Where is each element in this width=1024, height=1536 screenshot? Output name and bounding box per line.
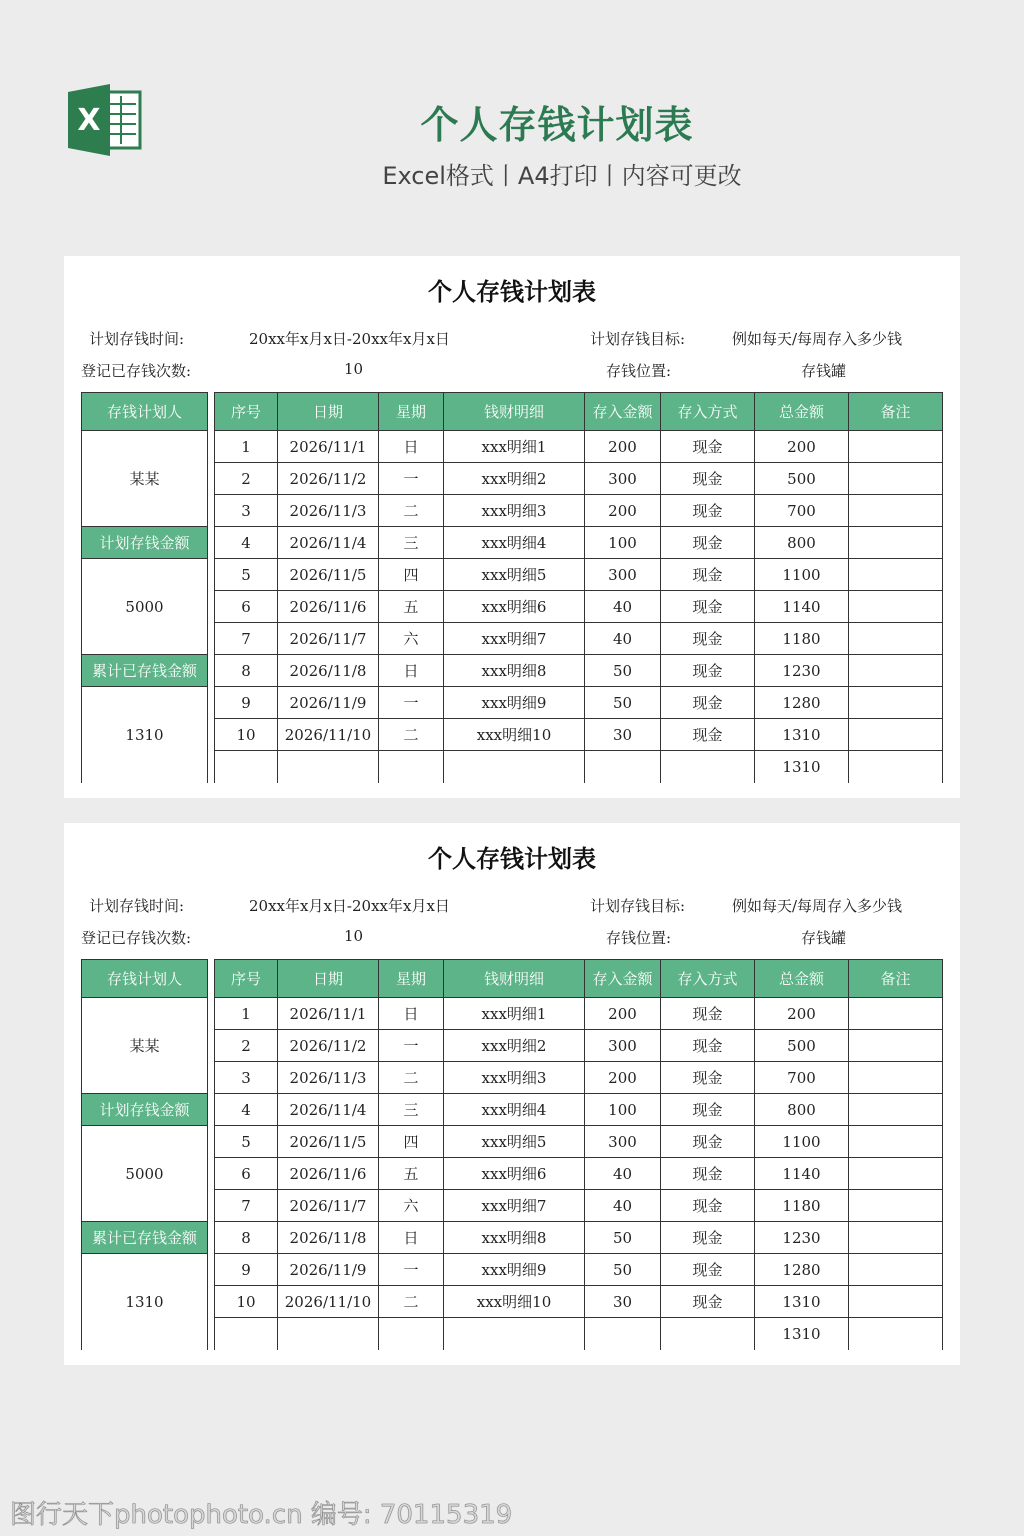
cell (661, 751, 755, 783)
cell (849, 1254, 943, 1286)
cell: 现金 (661, 1062, 755, 1094)
location-value: 存钱罐 (801, 362, 847, 380)
grand-total-cell: 1310 (755, 1318, 849, 1350)
plan-goal-value: 例如每天/每周存入多少钱 (732, 330, 903, 348)
cell (278, 1318, 379, 1350)
page-title: 个人存钱计划表 (420, 103, 694, 147)
cell: 9 (215, 687, 278, 719)
plan-amount-value: 5000 (82, 559, 208, 655)
planner-value: 某某 (82, 431, 208, 527)
plan-amount-label: 计划存钱金额 (82, 1094, 208, 1126)
cell (585, 751, 661, 783)
cell: 2026/11/4 (278, 527, 379, 559)
cell: 40 (585, 623, 661, 655)
cell: 100 (585, 527, 661, 559)
cell: 2026/11/9 (278, 687, 379, 719)
cell: 4 (215, 1094, 278, 1126)
cell: 五 (379, 1158, 444, 1190)
plan-goal-label: 计划存钱目标: (590, 330, 686, 348)
col-header-date: 日期 (278, 393, 379, 431)
cell (278, 751, 379, 783)
cell (849, 998, 943, 1030)
planner-header: 存钱计划人 (82, 960, 208, 998)
cell: 日 (379, 1222, 444, 1254)
cell (849, 655, 943, 687)
plan-time-label: 计划存钱时间: (89, 330, 185, 348)
cell: 10 (215, 1286, 278, 1318)
saved-amount-value: 1310 (82, 687, 208, 783)
cell (849, 719, 943, 751)
col-header-index: 序号 (215, 960, 278, 998)
cell: 1140 (755, 1158, 849, 1190)
cell: 现金 (661, 1254, 755, 1286)
cell: 30 (585, 1286, 661, 1318)
cell: 2026/11/10 (278, 719, 379, 751)
cell: 现金 (661, 559, 755, 591)
cell: xxx明细4 (444, 527, 585, 559)
col-header-total: 总金额 (755, 393, 849, 431)
cell (849, 1318, 943, 1350)
cell: xxx明细3 (444, 495, 585, 527)
cell: 二 (379, 1062, 444, 1094)
cell: 2026/11/6 (278, 1158, 379, 1190)
cell: 六 (379, 1190, 444, 1222)
col-header-method: 存入方式 (661, 960, 755, 998)
cell: 300 (585, 463, 661, 495)
cell: xxx明细10 (444, 719, 585, 751)
cell: 2026/11/8 (278, 655, 379, 687)
cell: 1230 (755, 655, 849, 687)
cell: 2026/11/2 (278, 463, 379, 495)
col-header-date: 日期 (278, 960, 379, 998)
cell (849, 495, 943, 527)
col-header-method: 存入方式 (661, 393, 755, 431)
planner-header: 存钱计划人 (82, 393, 208, 431)
watermark-text: 图行天下photophoto.cn 编号: 70115319 (10, 1500, 513, 1530)
cell: 2026/11/3 (278, 1062, 379, 1094)
cell: xxx明细7 (444, 1190, 585, 1222)
plan-time-value: 20xx年x月x日-20xx年x月x日 (249, 330, 450, 348)
cell: 一 (379, 463, 444, 495)
cell (661, 1318, 755, 1350)
cell (849, 527, 943, 559)
cell: 三 (379, 1094, 444, 1126)
cell: 现金 (661, 495, 755, 527)
cell: 2 (215, 1030, 278, 1062)
cell (849, 1126, 943, 1158)
col-header-note: 备注 (849, 393, 943, 431)
cell: 300 (585, 1126, 661, 1158)
cell: xxx明细6 (444, 591, 585, 623)
cell: 100 (585, 1094, 661, 1126)
plan-time-label: 计划存钱时间: (89, 897, 185, 915)
cell: 现金 (661, 1286, 755, 1318)
cell (849, 463, 943, 495)
savings-table (81, 959, 943, 1350)
plan-amount-value: 5000 (82, 1126, 208, 1222)
cell: 40 (585, 591, 661, 623)
cell: xxx明细1 (444, 431, 585, 463)
cell: 二 (379, 1286, 444, 1318)
col-header-detail: 钱财明细 (444, 960, 585, 998)
cell: 四 (379, 559, 444, 591)
cell: 1100 (755, 1126, 849, 1158)
cell: 2026/11/5 (278, 559, 379, 591)
cell (379, 1318, 444, 1350)
cell: 现金 (661, 1190, 755, 1222)
location-label: 存钱位置: (606, 929, 672, 947)
cell (215, 751, 278, 783)
cell: xxx明细9 (444, 1254, 585, 1286)
cell: 50 (585, 655, 661, 687)
col-header-index: 序号 (215, 393, 278, 431)
cell: 7 (215, 623, 278, 655)
cell: 现金 (661, 687, 755, 719)
cell: xxx明细8 (444, 655, 585, 687)
cell: 5 (215, 559, 278, 591)
count-label: 登记已存钱次数: (81, 362, 192, 380)
cell: 2026/11/10 (278, 1286, 379, 1318)
cell: 6 (215, 591, 278, 623)
cell: 二 (379, 719, 444, 751)
cell: 现金 (661, 1094, 755, 1126)
cell: 40 (585, 1190, 661, 1222)
cell: xxx明细2 (444, 1030, 585, 1062)
cell: 2026/11/7 (278, 1190, 379, 1222)
cell: 现金 (661, 463, 755, 495)
sheet-title: 个人存钱计划表 (428, 278, 596, 306)
col-header-detail: 钱财明细 (444, 393, 585, 431)
cell: 2026/11/4 (278, 1094, 379, 1126)
cell (849, 1030, 943, 1062)
plan-goal-value: 例如每天/每周存入多少钱 (732, 897, 903, 915)
cell: 2026/11/1 (278, 998, 379, 1030)
count-label: 登记已存钱次数: (81, 929, 192, 947)
cell: 200 (585, 998, 661, 1030)
cell: 50 (585, 687, 661, 719)
cell: 一 (379, 1030, 444, 1062)
cell: 五 (379, 591, 444, 623)
plan-amount-label: 计划存钱金额 (82, 527, 208, 559)
cell (849, 1190, 943, 1222)
saved-amount-label: 累计已存钱金额 (82, 1222, 208, 1254)
cell: xxx明细2 (444, 463, 585, 495)
cell: 1230 (755, 1222, 849, 1254)
plan-goal-label: 计划存钱目标: (590, 897, 686, 915)
cell: 一 (379, 1254, 444, 1286)
cell: 200 (755, 431, 849, 463)
cell (849, 1158, 943, 1190)
cell: 500 (755, 463, 849, 495)
count-value: 10 (344, 927, 364, 945)
cell: 1280 (755, 1254, 849, 1286)
page-subtitle: Excel格式丨A4打印丨内容可更改 (382, 162, 742, 190)
grand-total-cell: 1310 (755, 751, 849, 783)
cell: 2026/11/3 (278, 495, 379, 527)
col-header-deposit: 存入金额 (585, 393, 661, 431)
cell: 现金 (661, 1158, 755, 1190)
cell: 1180 (755, 1190, 849, 1222)
cell (849, 559, 943, 591)
cell: 40 (585, 1158, 661, 1190)
cell: 现金 (661, 591, 755, 623)
cell: 2 (215, 463, 278, 495)
cell (849, 1286, 943, 1318)
cell: 六 (379, 623, 444, 655)
cell: 1140 (755, 591, 849, 623)
cell: 现金 (661, 1030, 755, 1062)
cell: 现金 (661, 623, 755, 655)
count-value: 10 (344, 360, 364, 378)
cell: 50 (585, 1254, 661, 1286)
cell: 三 (379, 527, 444, 559)
cell: 2026/11/6 (278, 591, 379, 623)
cell: xxx明细6 (444, 1158, 585, 1190)
cell: xxx明细9 (444, 687, 585, 719)
cell: 一 (379, 687, 444, 719)
cell: 2026/11/7 (278, 623, 379, 655)
col-header-total: 总金额 (755, 960, 849, 998)
location-value: 存钱罐 (801, 929, 847, 947)
cell: 300 (585, 1030, 661, 1062)
sheet-preview-1 (64, 256, 960, 798)
plan-time-value: 20xx年x月x日-20xx年x月x日 (249, 897, 450, 915)
savings-table (81, 392, 943, 783)
cell: 1100 (755, 559, 849, 591)
cell: 9 (215, 1254, 278, 1286)
cell: 日 (379, 655, 444, 687)
cell: 30 (585, 719, 661, 751)
cell: 现金 (661, 998, 755, 1030)
cell: 500 (755, 1030, 849, 1062)
cell (849, 1222, 943, 1254)
cell: 10 (215, 719, 278, 751)
cell (849, 1094, 943, 1126)
cell (585, 1318, 661, 1350)
cell: 800 (755, 527, 849, 559)
cell: 日 (379, 431, 444, 463)
cell: 现金 (661, 431, 755, 463)
cell: 2026/11/1 (278, 431, 379, 463)
cell: 2026/11/5 (278, 1126, 379, 1158)
cell: 1 (215, 998, 278, 1030)
cell: xxx明细5 (444, 559, 585, 591)
cell: xxx明细8 (444, 1222, 585, 1254)
cell: xxx明细3 (444, 1062, 585, 1094)
cell: 6 (215, 1158, 278, 1190)
cell (444, 1318, 585, 1350)
cell: 2026/11/2 (278, 1030, 379, 1062)
svg-text:X: X (77, 103, 101, 138)
cell: 1310 (755, 1286, 849, 1318)
sheet-preview-2 (64, 823, 960, 1365)
cell: 200 (585, 1062, 661, 1094)
cell: 1280 (755, 687, 849, 719)
cell: 1180 (755, 623, 849, 655)
cell: 700 (755, 1062, 849, 1094)
cell: 300 (585, 559, 661, 591)
cell (215, 1318, 278, 1350)
cell: 现金 (661, 527, 755, 559)
cell: 1 (215, 431, 278, 463)
cell: 50 (585, 1222, 661, 1254)
cell: 700 (755, 495, 849, 527)
cell: 200 (585, 495, 661, 527)
cell: 5 (215, 1126, 278, 1158)
cell: 现金 (661, 719, 755, 751)
col-header-deposit: 存入金额 (585, 960, 661, 998)
cell (379, 751, 444, 783)
planner-value: 某某 (82, 998, 208, 1094)
cell: 现金 (661, 1222, 755, 1254)
col-header-weekday: 星期 (379, 960, 444, 998)
cell: 1310 (755, 719, 849, 751)
cell: 3 (215, 495, 278, 527)
cell: 7 (215, 1190, 278, 1222)
cell: xxx明细4 (444, 1094, 585, 1126)
cell: 日 (379, 998, 444, 1030)
cell: 现金 (661, 1126, 755, 1158)
saved-amount-label: 累计已存钱金额 (82, 655, 208, 687)
cell: xxx明细5 (444, 1126, 585, 1158)
cell: 3 (215, 1062, 278, 1094)
cell: 现金 (661, 655, 755, 687)
cell: 2026/11/8 (278, 1222, 379, 1254)
cell: xxx明细10 (444, 1286, 585, 1318)
cell: xxx明细1 (444, 998, 585, 1030)
cell (849, 751, 943, 783)
cell (849, 431, 943, 463)
cell (849, 623, 943, 655)
location-label: 存钱位置: (606, 362, 672, 380)
cell: 2026/11/9 (278, 1254, 379, 1286)
cell: 四 (379, 1126, 444, 1158)
col-header-note: 备注 (849, 960, 943, 998)
cell (444, 751, 585, 783)
cell (849, 687, 943, 719)
saved-amount-value: 1310 (82, 1254, 208, 1350)
cell: xxx明细7 (444, 623, 585, 655)
cell: 200 (585, 431, 661, 463)
cell (849, 1062, 943, 1094)
cell: 4 (215, 527, 278, 559)
cell (849, 591, 943, 623)
cell: 8 (215, 655, 278, 687)
cell: 200 (755, 998, 849, 1030)
cell: 800 (755, 1094, 849, 1126)
cell: 二 (379, 495, 444, 527)
cell: 8 (215, 1222, 278, 1254)
sheet-title: 个人存钱计划表 (428, 845, 596, 873)
col-header-weekday: 星期 (379, 393, 444, 431)
